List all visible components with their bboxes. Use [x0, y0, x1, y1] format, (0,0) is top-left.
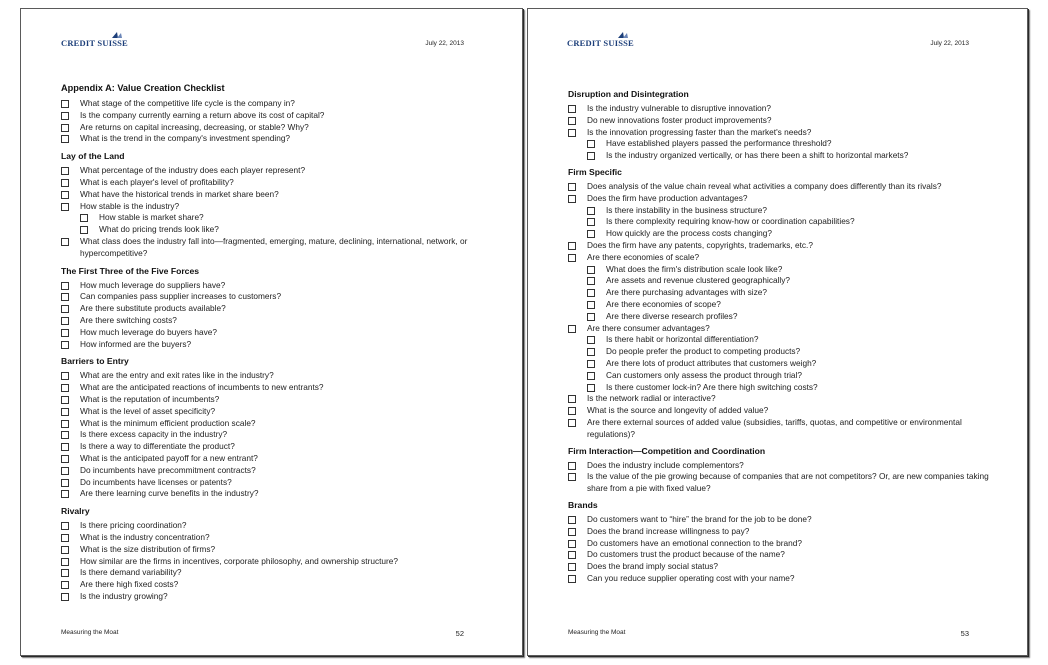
- item-text: What are the entry and exit rates like in the industry?: [80, 370, 274, 381]
- checkbox-icon: [61, 396, 69, 404]
- checklist-subitem: [587, 382, 991, 394]
- checklist-item: [61, 189, 482, 201]
- checklist-item: [568, 193, 991, 205]
- checklist-subitem: [80, 224, 482, 236]
- checkbox-icon: [587, 336, 595, 344]
- item-text: Does the brand increase willingness to pay?: [587, 525, 750, 536]
- item-text: Is there complexity requiring know-how or coordination capabilities?: [606, 216, 855, 227]
- checkbox-icon: [568, 540, 576, 548]
- checkbox-icon: [587, 301, 595, 309]
- checklist-item: [61, 477, 482, 489]
- checklist-subitem: [587, 150, 991, 162]
- document-page-right: [527, 8, 1028, 656]
- section-title: Rivalry: [61, 506, 90, 517]
- checkbox-icon: [587, 360, 595, 368]
- checkbox-icon: [568, 183, 576, 191]
- item-text: Does the industry include complementors?: [587, 459, 744, 470]
- checklist-section: [568, 89, 991, 162]
- item-text: Are there substitute products available?: [80, 303, 226, 314]
- checkbox-icon: [61, 341, 69, 349]
- item-text: Can you reduce supplier operating cost with your name?: [587, 572, 795, 583]
- checklist-item: [61, 236, 482, 260]
- checklist-item: [568, 549, 991, 561]
- checklist-subitem: [587, 299, 991, 311]
- checklist-section: [568, 500, 991, 585]
- item-text: Is the company currently earning a return above its cost of capital?: [80, 109, 325, 120]
- checklist-item: [568, 252, 991, 264]
- checkbox-icon: [61, 293, 69, 301]
- item-text: Does the brand imply social status?: [587, 561, 718, 572]
- item-text: Are there lots of product attributes that customers weigh?: [606, 357, 817, 368]
- checkbox-icon: [61, 238, 69, 246]
- checklist-subitem: [587, 346, 991, 358]
- checklist-item: [568, 127, 991, 139]
- item-text: What have the historical trends in market share been?: [80, 188, 279, 199]
- checkbox-icon: [61, 179, 69, 187]
- checkbox-icon: [568, 407, 576, 415]
- checklist-item: [61, 291, 482, 303]
- checkbox-icon: [587, 348, 595, 356]
- item-text: How similar are the firms in incentives, corporate philosophy, and ownership structure?: [80, 555, 399, 566]
- checkbox-icon: [568, 528, 576, 536]
- item-text: Is the innovation progressing faster than the market's needs?: [587, 126, 812, 137]
- item-text: Do incumbents have licenses or patents?: [80, 476, 232, 487]
- item-text: Is there demand variability?: [80, 567, 182, 578]
- item-text: What is the level of asset specificity?: [80, 405, 216, 416]
- item-text: Does analysis of the value chain reveal what activities a company does differently than its rivals?: [587, 180, 942, 191]
- checklist-item: [61, 488, 482, 500]
- checklist-item: [61, 532, 482, 544]
- checklist-item: [61, 315, 482, 327]
- checklist-item: [61, 370, 482, 382]
- item-text: What is each player's level of profitability?: [80, 176, 234, 187]
- checkbox-icon: [568, 563, 576, 571]
- checkbox-icon: [587, 313, 595, 321]
- item-text: How stable is the industry?: [80, 200, 180, 211]
- checkbox-icon: [61, 455, 69, 463]
- checklist-subitem: [587, 228, 991, 240]
- document-page-left: [20, 8, 523, 656]
- item-text: Is the network radial or interactive?: [587, 393, 716, 404]
- section-title: Lay of the Land: [61, 151, 125, 162]
- checkbox-icon: [61, 408, 69, 416]
- checkbox-icon: [61, 431, 69, 439]
- checkbox-icon: [61, 420, 69, 428]
- checklist-item: [568, 526, 991, 538]
- checklist-subitem: [587, 370, 991, 382]
- item-text: How much leverage do suppliers have?: [80, 279, 226, 290]
- page-date: July 22, 2013: [425, 40, 464, 47]
- logo-text: CREDIT SUISSE: [567, 38, 634, 48]
- checklist-item: [568, 514, 991, 526]
- item-text: Is there excess capacity in the industry?: [80, 429, 228, 440]
- item-text: Do new innovations foster product improvements?: [587, 114, 772, 125]
- item-text: What is the reputation of incumbents?: [80, 393, 220, 404]
- section-title: Appendix A: Value Creation Checklist: [61, 83, 225, 93]
- checkbox-icon: [568, 575, 576, 583]
- checklist-section: [568, 167, 991, 441]
- checklist-item: [568, 561, 991, 573]
- checkbox-icon: [61, 135, 69, 143]
- checkbox-icon: [80, 214, 88, 222]
- logo-text: CREDIT SUISSE: [61, 38, 128, 48]
- footer-title: Measuring the Moat: [568, 629, 626, 636]
- item-text: Are there purchasing advantages with size?: [606, 287, 767, 298]
- checklist-item: [61, 520, 482, 532]
- checkbox-icon: [568, 419, 576, 427]
- checkbox-icon: [587, 140, 595, 148]
- checklist-section: [61, 151, 482, 259]
- checklist-subitem: [587, 311, 991, 323]
- section-title: Brands: [568, 499, 598, 510]
- credit-suisse-logo: [567, 38, 634, 48]
- checkbox-icon: [587, 372, 595, 380]
- item-text: What does the firm's distribution scale look like?: [606, 263, 783, 274]
- checkbox-icon: [61, 479, 69, 487]
- checklist-subitem: [80, 212, 482, 224]
- item-text: Are there switching costs?: [80, 314, 177, 325]
- checkbox-icon: [61, 167, 69, 175]
- checklist-item: [61, 280, 482, 292]
- checkbox-icon: [587, 266, 595, 274]
- checkbox-icon: [568, 242, 576, 250]
- checklist-item: [568, 460, 991, 472]
- checkbox-icon: [61, 329, 69, 337]
- item-text: What are the anticipated reactions of incumbents to new entrants?: [80, 382, 324, 393]
- checklist-item: [568, 417, 991, 441]
- item-text: Does the firm have any patents, copyrights, trademarks, etc.?: [587, 239, 813, 250]
- checklist-item: [568, 393, 991, 405]
- checklist-subitem: [587, 275, 991, 287]
- item-text: How much leverage do buyers have?: [80, 326, 217, 337]
- checklist-item: [61, 201, 482, 213]
- checklist-item: [568, 181, 991, 193]
- item-text: Are there external sources of added value (subsidies, tariffs, quotas, and competitive or environmental regulations)?: [587, 416, 962, 439]
- item-text: What is the size distribution of firms?: [80, 543, 216, 554]
- checklist-item: [61, 122, 482, 134]
- checkbox-icon: [61, 191, 69, 199]
- checklist-item: [61, 418, 482, 430]
- page-date: July 22, 2013: [930, 40, 969, 47]
- checklist-content: [61, 83, 482, 603]
- checkbox-icon: [568, 395, 576, 403]
- checkbox-icon: [61, 490, 69, 498]
- checkbox-icon: [61, 124, 69, 132]
- checkbox-icon: [568, 195, 576, 203]
- checkbox-icon: [587, 277, 595, 285]
- footer-title: Measuring the Moat: [61, 629, 119, 636]
- checklist-item: [61, 591, 482, 603]
- checklist-item: [61, 465, 482, 477]
- item-text: How quickly are the process costs changing?: [606, 228, 773, 239]
- item-text: How informed are the buyers?: [80, 338, 192, 349]
- item-text: What is the trend in the company's investment spending?: [80, 133, 291, 144]
- checklist-item: [61, 382, 482, 394]
- item-text: Are there consumer advantages?: [587, 322, 710, 333]
- item-text: Can companies pass supplier increases to customers?: [80, 291, 282, 302]
- item-text: What is the anticipated payoff for a new entrant?: [80, 452, 258, 463]
- checklist-item: [61, 441, 482, 453]
- checklist-item: [568, 240, 991, 252]
- item-text: Do incumbents have precommitment contracts?: [80, 464, 256, 475]
- item-text: Is there habit or horizontal differentiation?: [606, 334, 759, 345]
- item-text: Are returns on capital increasing, decreasing, or stable? Why?: [80, 121, 309, 132]
- checklist-item: [61, 177, 482, 189]
- item-text: Are there high fixed costs?: [80, 579, 179, 590]
- section-title: Barriers to Entry: [61, 356, 129, 367]
- item-text: What do pricing trends look like?: [99, 224, 219, 235]
- checklist-section: [61, 266, 482, 351]
- checkbox-icon: [61, 203, 69, 211]
- checklist-item: [61, 110, 482, 122]
- checkbox-icon: [568, 254, 576, 262]
- checkbox-icon: [568, 105, 576, 113]
- checkbox-icon: [80, 226, 88, 234]
- item-text: What is the source and longevity of added value?: [587, 405, 769, 416]
- checkbox-icon: [61, 443, 69, 451]
- item-text: Is there instability in the business structure?: [606, 204, 767, 215]
- checklist-section: [61, 356, 482, 500]
- item-text: Does the firm have production advantages?: [587, 192, 748, 203]
- checkbox-icon: [61, 467, 69, 475]
- checklist-item: [568, 103, 991, 115]
- checklist-item: [61, 406, 482, 418]
- checkbox-icon: [587, 218, 595, 226]
- checkbox-icon: [568, 473, 576, 481]
- checkbox-icon: [587, 207, 595, 215]
- item-text: Is the industry growing?: [80, 590, 168, 601]
- checkbox-icon: [568, 129, 576, 137]
- item-text: Do people prefer the product to competing products?: [606, 346, 801, 357]
- item-text: Can customers only assess the product through trial?: [606, 369, 802, 380]
- item-text: Is the value of the pie growing because of companies that are not competitors? Or, are new companies taking share from a pie with fixed value?: [587, 471, 989, 494]
- item-text: Is the industry organized vertically, or has there been a shift to horizontal markets?: [606, 150, 909, 161]
- checklist-item: [61, 429, 482, 441]
- checklist-subitem: [587, 264, 991, 276]
- item-text: Do customers have an emotional connection to the brand?: [587, 537, 802, 548]
- item-text: What class does the industry fall into—fragmented, emerging, mature, declining, international, network, or hypercompetitive?: [80, 235, 468, 258]
- checklist-subitem: [587, 205, 991, 217]
- checkbox-icon: [61, 384, 69, 392]
- checkbox-icon: [568, 551, 576, 559]
- checklist-item: [61, 453, 482, 465]
- checklist-item: [61, 556, 482, 568]
- checklist-subitem: [587, 216, 991, 228]
- checklist-subitem: [587, 334, 991, 346]
- checkbox-icon: [61, 534, 69, 542]
- checkbox-icon: [61, 593, 69, 601]
- item-text: Are assets and revenue clustered geographically?: [606, 275, 791, 286]
- item-text: Are there learning curve benefits in the industry?: [80, 488, 259, 499]
- page-number: 53: [960, 629, 969, 638]
- checkbox-icon: [61, 546, 69, 554]
- checklist-section: [61, 506, 482, 603]
- item-text: Is there customer lock-in? Are there high switching costs?: [606, 381, 818, 392]
- checklist-item: [568, 405, 991, 417]
- sails-logo-icon: [111, 31, 123, 39]
- checkbox-icon: [568, 516, 576, 524]
- checkbox-icon: [61, 558, 69, 566]
- section-title: Firm Interaction—Competition and Coordination: [568, 445, 766, 456]
- checkbox-icon: [61, 372, 69, 380]
- checkbox-icon: [61, 100, 69, 108]
- checklist-item: [568, 538, 991, 550]
- checklist-item: [61, 98, 482, 110]
- checkbox-icon: [61, 305, 69, 313]
- checkbox-icon: [61, 282, 69, 290]
- checklist-item: [61, 165, 482, 177]
- item-text: Are there diverse research profiles?: [606, 310, 738, 321]
- credit-suisse-logo: [61, 38, 128, 48]
- item-text: Are there economies of scope?: [606, 298, 721, 309]
- item-text: Is there pricing coordination?: [80, 520, 187, 531]
- page-number: 52: [455, 629, 464, 638]
- item-text: How stable is market share?: [99, 212, 204, 223]
- checklist-item: [61, 567, 482, 579]
- section-title: Firm Specific: [568, 166, 622, 177]
- checkbox-icon: [587, 289, 595, 297]
- checklist-item: [61, 579, 482, 591]
- checklist-subitem: [587, 358, 991, 370]
- checkbox-icon: [568, 325, 576, 333]
- item-text: Have established players passed the performance threshold?: [606, 138, 832, 149]
- checkbox-icon: [61, 569, 69, 577]
- item-text: What percentage of the industry does each player represent?: [80, 165, 306, 176]
- checklist-item: [568, 573, 991, 585]
- checklist-item: [61, 133, 482, 145]
- item-text: What is the industry concentration?: [80, 531, 210, 542]
- item-text: Is the industry vulnerable to disruptive innovation?: [587, 103, 772, 113]
- checkbox-icon: [587, 384, 595, 392]
- checkbox-icon: [587, 152, 595, 160]
- checklist-item: [568, 471, 991, 495]
- item-text: Do customers trust the product because of the name?: [587, 549, 785, 560]
- checkbox-icon: [61, 522, 69, 530]
- checklist-item: [61, 394, 482, 406]
- checklist-subitem: [587, 287, 991, 299]
- item-text: Are there economies of scale?: [587, 251, 700, 262]
- item-text: Is there a way to differentiate the product?: [80, 441, 235, 452]
- checklist-item: [61, 339, 482, 351]
- checklist-item: [568, 115, 991, 127]
- checklist-section: [61, 83, 482, 145]
- checklist-subitem: [587, 138, 991, 150]
- section-title: Disruption and Disintegration: [568, 89, 689, 99]
- checklist-section: [568, 446, 991, 495]
- checkbox-icon: [568, 117, 576, 125]
- checklist-content: [568, 89, 991, 585]
- item-text: What stage of the competitive life cycle is the company in?: [80, 98, 295, 108]
- checklist-item: [61, 303, 482, 315]
- checkbox-icon: [61, 581, 69, 589]
- item-text: What is the minimum efficient production scale?: [80, 417, 256, 428]
- checkbox-icon: [587, 230, 595, 238]
- checkbox-icon: [568, 462, 576, 470]
- sails-logo-icon: [617, 31, 629, 39]
- checkbox-icon: [61, 317, 69, 325]
- checklist-item: [61, 327, 482, 339]
- checkbox-icon: [61, 112, 69, 120]
- checklist-item: [568, 323, 991, 335]
- checklist-item: [61, 544, 482, 556]
- item-text: Do customers want to “hire” the brand for the job to be done?: [587, 513, 812, 524]
- section-title: The First Three of the Five Forces: [61, 265, 200, 276]
